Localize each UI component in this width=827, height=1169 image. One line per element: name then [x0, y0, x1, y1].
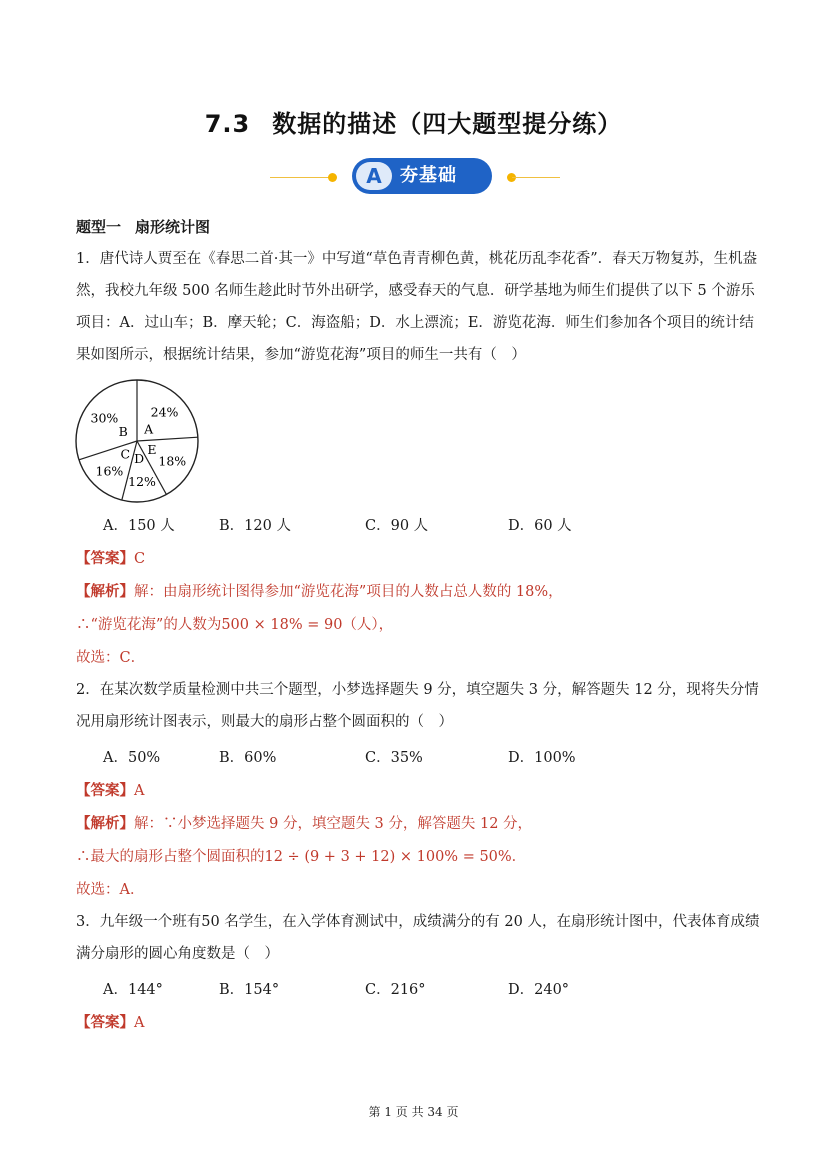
banner-dot-left	[328, 173, 337, 182]
pie-slice-percent-d: 12%	[128, 473, 156, 489]
q3-option-d: D．240°	[508, 982, 570, 998]
pie-slice-label-e: E	[147, 442, 157, 458]
pie-slice-percent-c: 16%	[95, 463, 124, 479]
q2-analysis-2: ∴最大的扇形占整个圆面积的12 ÷ (9 + 3 + 12) × 100% = 50%．	[76, 849, 527, 865]
q1-option-b: B．120 人	[219, 518, 291, 534]
q3-line: 满分扇形的圆心角度数是（ ）	[76, 946, 279, 962]
q1-stem	[76, 243, 756, 371]
answer-value: A	[134, 1015, 145, 1031]
analysis-text: 解：由扇形统计图得参加“游览花海”项目的人数占总人数的 18%，	[134, 584, 563, 600]
q2-stem	[76, 674, 759, 738]
section-label: 题型一	[76, 218, 122, 236]
banner-line-left	[270, 177, 330, 178]
answer-value: A	[134, 783, 145, 799]
q3-options	[103, 978, 743, 1002]
section-name: 扇形统计图	[135, 218, 211, 236]
q2-option-b: B．60%	[219, 750, 277, 766]
q3-option-b: B．154°	[219, 982, 280, 998]
banner-pill	[352, 158, 492, 194]
pie-slice-label-b: B	[118, 423, 128, 439]
analysis-text: 解：∵小梦选择题失 9 分，填空题失 3 分，解答题失 12 分，	[134, 816, 533, 832]
q1-answer	[76, 547, 145, 568]
title-text: 数据的描述（四大题型提分练）	[272, 110, 623, 138]
q2-option-a: A．50%	[103, 750, 161, 766]
answer-tag: 【答案】	[76, 782, 134, 799]
pie-slice-label-d: D	[134, 450, 145, 466]
banner-word: 夯基础	[400, 165, 457, 186]
q2-analysis-1	[76, 812, 532, 833]
q3-answer	[76, 1011, 144, 1032]
pie-slice-percent-a: 24%	[150, 404, 179, 420]
q3-option-a: A．144°	[103, 982, 163, 998]
title-number: 7.3	[204, 110, 251, 138]
q2-answer	[76, 779, 144, 800]
pie-slice-label-a: A	[144, 421, 154, 437]
pie-slice-percent-e: 18%	[158, 453, 187, 469]
analysis-tag: 【解析】	[76, 583, 134, 600]
answer-value: C	[134, 551, 146, 567]
q1-option-a: A．150 人	[103, 518, 175, 534]
q2-conclusion: 故选：A．	[76, 882, 145, 898]
level-banner	[270, 156, 560, 196]
q1-line: 1．唐代诗人贾至在《春思二首·其一》中写道“草色青青柳色黄，桃花历乱李花香”．春天万物复苏，生机盎	[76, 251, 758, 267]
q1-option-d: D．60 人	[508, 518, 572, 534]
q2-options	[103, 746, 743, 770]
pie-slice-percent-b: 30%	[90, 410, 119, 426]
q1-analysis-1	[76, 580, 563, 601]
q3-stem	[76, 906, 760, 970]
pie-slice-label-c: C	[120, 446, 131, 462]
banner-line-right	[512, 177, 560, 178]
q2-option-c: C．35%	[365, 750, 423, 766]
analysis-tag: 【解析】	[76, 815, 134, 832]
q2-line: 2．在某次数学质量检测中共三个题型，小梦选择题失 9 分，填空题失 3 分，解答题失 12 分，现将失分情	[76, 682, 759, 698]
q1-line: 果如图所示，根据统计结果，参加“游览花海”项目的师生一共有（ ）	[76, 347, 526, 363]
q1-options	[103, 514, 743, 538]
section-heading	[76, 216, 210, 237]
q1-analysis-2: ∴“游览花海”的人数为500 × 18% = 90（人），	[76, 617, 394, 633]
q1-option-c: C．90 人	[365, 518, 429, 534]
q2-line: 况用扇形统计图表示，则最大的扇形占整个圆面积的（ ）	[76, 714, 453, 730]
q1-line: 然，我校九年级 500 名师生趁此时节外出研学，感受春天的气息．研学基地为师生们提供了以下 5 个游乐	[76, 283, 755, 299]
answer-tag: 【答案】	[76, 1014, 134, 1031]
page-footer: 第 1 页 共 34 页	[368, 1105, 459, 1119]
pie-chart	[72, 378, 202, 504]
banner-letter: A	[356, 162, 392, 190]
q1-line: 项目：A．过山车；B．摩天轮；C．海盗船；D．水上漂流；E．游览花海．师生们参加各个项目的统计结	[76, 315, 754, 331]
q1-conclusion: 故选：C．	[76, 650, 146, 666]
q3-option-c: C．216°	[365, 982, 426, 998]
q3-line: 3．九年级一个班有50 名学生，在入学体育测试中，成绩满分的有 20 人，在扇形统计图中，代表体育成绩	[76, 914, 760, 930]
q2-option-d: D．100%	[508, 750, 576, 766]
answer-tag: 【答案】	[76, 550, 134, 567]
page-title	[0, 104, 827, 139]
